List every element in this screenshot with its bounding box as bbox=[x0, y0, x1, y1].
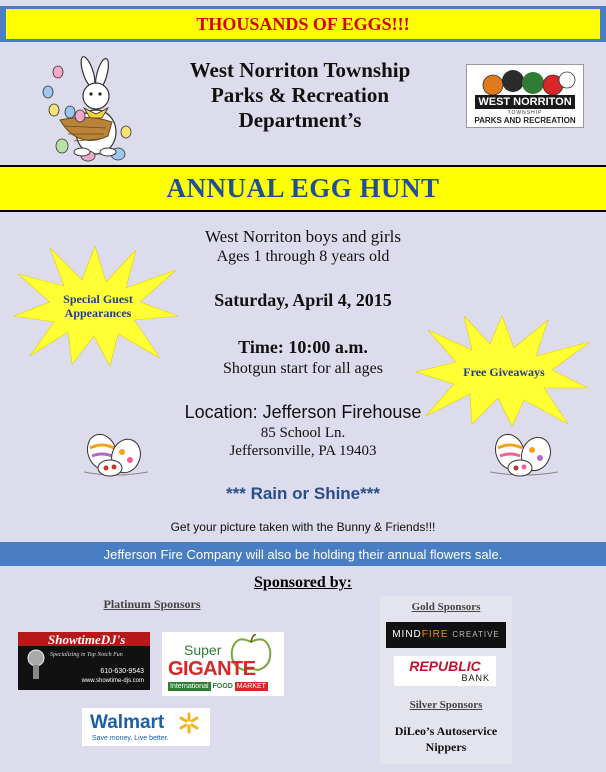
market-text: MARKET bbox=[236, 683, 266, 690]
showtime-tag: Specializing in Top Notch Fun bbox=[50, 652, 123, 658]
showtime-web: www.showtime-djs.com bbox=[81, 678, 144, 684]
location-label: Location: Jefferson Firehouse bbox=[184, 402, 422, 422]
organization-heading bbox=[150, 58, 450, 133]
event-time: Time: 10:00 a.m. bbox=[238, 337, 368, 357]
org-line-1: West Norriton Township bbox=[189, 58, 411, 82]
eggs-right-icon bbox=[486, 420, 562, 480]
fire-company-banner bbox=[0, 542, 606, 566]
showtime-phone: 610-630-9543 bbox=[100, 668, 144, 675]
bunny-illustration bbox=[38, 52, 138, 164]
mindfire-logo bbox=[386, 622, 506, 648]
super-text: Super bbox=[184, 642, 222, 658]
event-title: ANNUAL EGG HUNT bbox=[166, 173, 440, 203]
audience-line-2: Ages 1 through 8 years old bbox=[216, 248, 390, 265]
org-line-3: Department’s bbox=[238, 108, 362, 132]
fire-company-text: Jefferson Fire Company will also be holding their annual flowers sale. bbox=[103, 546, 503, 562]
time-note: Shotgun start for all ages bbox=[223, 360, 383, 377]
republic-bank-logo bbox=[394, 656, 496, 686]
logo-sub: PARKS AND RECREATION bbox=[474, 116, 576, 125]
silver-sponsor-1: DiLeo’s Autoservice bbox=[394, 724, 498, 738]
gigante-text: GIGANTE bbox=[168, 658, 256, 680]
mind-text: MIND bbox=[392, 629, 422, 640]
top-banner-inner bbox=[6, 9, 600, 39]
picture-note: Get your picture taken with the Bunny & Friends!!! bbox=[170, 520, 436, 534]
showtime-name: ShowtimeDJ's bbox=[48, 632, 126, 647]
eggs-left-icon bbox=[80, 422, 152, 480]
showtime-djs-logo bbox=[18, 632, 150, 690]
sports-balls-icon bbox=[467, 67, 583, 97]
gold-heading: Gold Sponsors bbox=[411, 601, 481, 613]
event-date: Saturday, April 4, 2015 bbox=[214, 290, 392, 310]
fire-text: FIRE bbox=[421, 629, 449, 640]
silver-sponsor-2: Nippers bbox=[425, 740, 467, 754]
audience-line-1: West Norriton boys and girls bbox=[205, 227, 401, 246]
walmart-name: Walmart bbox=[90, 712, 165, 733]
top-banner-text: THOUSANDS OF EGGS!!! bbox=[196, 13, 410, 34]
silver-heading: Silver Sponsors bbox=[409, 699, 483, 711]
republic-name: REPUBLIC bbox=[409, 658, 481, 674]
platinum-heading: Platinum Sponsors bbox=[103, 597, 201, 611]
location-city: Jeffersonville, PA 19403 bbox=[229, 443, 377, 459]
location-street: 85 School Ln. bbox=[260, 425, 346, 441]
intl-text: International bbox=[170, 683, 209, 690]
sponsors-heading: Sponsored by: bbox=[254, 574, 352, 591]
gigante-subline bbox=[168, 682, 278, 691]
walmart-tag: Save money. Live better. bbox=[92, 735, 169, 742]
republic-bank: BANK bbox=[461, 673, 490, 683]
org-line-2: Parks & Recreation bbox=[210, 83, 390, 107]
starburst-right-text: Free Giveaways bbox=[463, 365, 545, 379]
food-text: FOOD bbox=[212, 683, 233, 690]
creative-text: CREATIVE bbox=[452, 630, 500, 639]
event-title-banner bbox=[0, 165, 606, 212]
top-banner bbox=[0, 6, 606, 42]
rain-or-shine: *** Rain or Shine*** bbox=[226, 484, 380, 503]
microphone-icon bbox=[22, 648, 50, 684]
super-gigante-logo bbox=[162, 632, 284, 696]
logo-name: WEST NORRITON bbox=[475, 95, 575, 109]
walmart-spark-icon bbox=[178, 712, 200, 734]
starburst-left-text: Special Guest Appearances bbox=[63, 292, 133, 320]
logo-township: TOWNSHIP bbox=[507, 110, 543, 116]
walmart-logo bbox=[82, 708, 210, 746]
west-norriton-logo bbox=[466, 64, 584, 128]
